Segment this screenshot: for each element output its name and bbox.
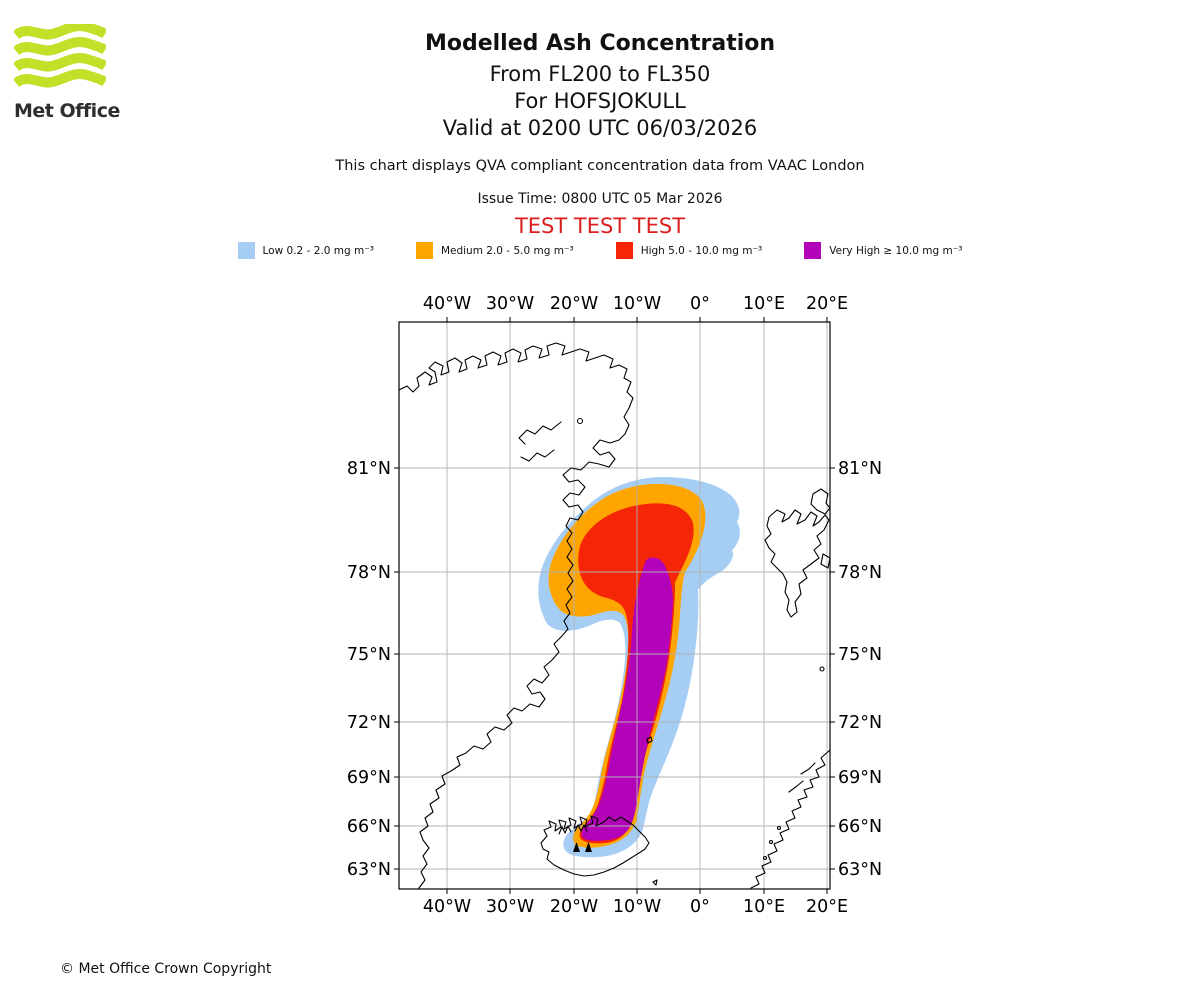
lat-label: 69°N [346, 768, 391, 788]
norway-island [770, 841, 773, 844]
lat-label: 66°N [838, 817, 883, 837]
copyright-notice: © Met Office Crown Copyright [60, 961, 272, 977]
legend-swatch-low [238, 242, 255, 259]
test-banner: TEST TEST TEST [514, 214, 686, 238]
legend-item-medium [416, 242, 574, 259]
legend-swatch-medium [416, 242, 433, 259]
legend-label-high: High 5.0 - 10.0 mg m⁻³ [640, 244, 763, 257]
lon-label: 40°W [422, 294, 472, 314]
lon-label: 30°W [485, 294, 535, 314]
legend-swatch-very-high [804, 242, 821, 259]
legend-label-medium: Medium 2.0 - 5.0 mg m⁻³ [440, 244, 574, 257]
qva-note: This chart displays QVA compliant concentration data from VAAC London [335, 158, 865, 174]
lat-label: 81°N [346, 459, 391, 479]
page-title: Modelled Ash Concentration [424, 31, 776, 56]
coastline-svalbard [765, 489, 830, 617]
legend-swatch-high [616, 242, 633, 259]
lon-label: 40°W [422, 897, 472, 917]
lat-label: 66°N [346, 817, 391, 837]
norway-island [764, 857, 767, 860]
map-content [399, 322, 830, 889]
legend-item-very-high [804, 242, 962, 259]
coastline-norway [751, 750, 830, 888]
ash-map [330, 288, 900, 928]
legend-label-low: Low 0.2 - 2.0 mg m⁻³ [262, 244, 374, 257]
greenland-fjord-detail [519, 422, 561, 461]
lon-label: 30°W [485, 897, 535, 917]
lat-label: 72°N [838, 713, 883, 733]
lat-label: 81°N [838, 459, 883, 479]
lat-axis-right [838, 459, 882, 880]
norway-island [778, 827, 781, 830]
subtitle-valid-time: Valid at 0200 UTC 06/03/2026 [442, 116, 758, 140]
lat-label: 63°N [838, 860, 883, 880]
lat-label: 78°N [838, 563, 883, 583]
subtitle-flight-levels: From FL200 to FL350 [489, 62, 711, 86]
lat-label: 63°N [346, 860, 391, 880]
lat-label: 78°N [346, 563, 391, 583]
logo-wordmark: Met Office [14, 100, 120, 122]
title-block [0, 30, 1200, 142]
issue-time: Issue Time: 0800 UTC 05 Mar 2026 [477, 191, 723, 207]
lon-label: 20°W [549, 294, 599, 314]
subtitle-volcano: For HOFSJOKULL [514, 89, 686, 113]
greenland-offshore-island [578, 419, 583, 424]
lat-label: 75°N [346, 645, 391, 665]
lon-label: 20°E [805, 897, 849, 917]
lon-label: 10°W [612, 897, 662, 917]
lon-label: 0° [690, 294, 710, 314]
legend-item-high [616, 242, 763, 259]
lon-label: 10°E [742, 897, 786, 917]
lon-label: 20°W [549, 897, 599, 917]
legend-label-very-high: Very High ≥ 10.0 mg m⁻³ [829, 244, 963, 257]
lon-label: 20°E [805, 294, 849, 314]
lat-axis-left [347, 459, 391, 880]
concentration-legend [0, 242, 1200, 259]
lon-label: 10°W [612, 294, 662, 314]
faroe-islands [653, 880, 657, 885]
lon-label: 0° [690, 897, 710, 917]
lon-label: 10°E [742, 294, 786, 314]
bear-island [820, 667, 824, 671]
legend-item-low [238, 242, 374, 259]
lat-label: 69°N [838, 768, 883, 788]
lon-axis-top [423, 294, 848, 314]
lon-axis-bottom [423, 897, 848, 917]
lat-label: 72°N [346, 713, 391, 733]
lat-label: 75°N [838, 645, 883, 665]
